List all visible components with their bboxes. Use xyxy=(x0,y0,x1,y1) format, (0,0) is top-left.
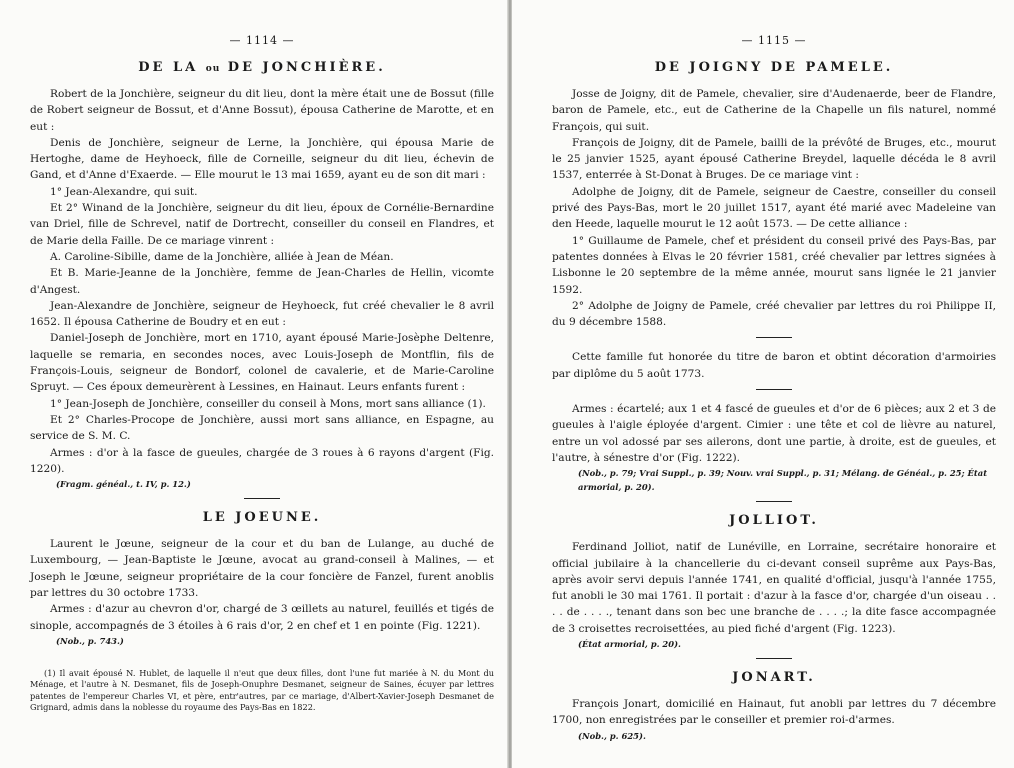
divider xyxy=(756,389,792,390)
paragraph: Et 2° Charles-Procope de Jonchière, aussi mort sans alliance, en Espagne, au service de S. M. C. xyxy=(30,413,494,443)
reference: (Nob., p. 79; Vrai Suppl., p. 39; Nouv. vrai Suppl., p. 31; Mélang. de Généal., p. 25; État armorial, p. 20). xyxy=(578,468,988,493)
footnote: (1) Il avait épousé N. Hublet, de laquelle il n'eut que deux filles, dont l'une fut mariée à N. du Mont du Ménage, et l'autre à N. Desmanet, fils de Joseph-Onuphre Desmanet, seigneur de Saines, écuyer par lettres patentes de l'empereur Charles VI, et père, entr'autres, par ce mariage, d'Albert-Xavier-Joseph Desmanet de Grignard, admis dans la noblesse du royaume des Pays-Bas en 1822. xyxy=(30,667,494,713)
paragraph: Daniel-Joseph de Jonchière, mort en 1710, ayant épousé Marie-Josèphe Deltenre, laquelle se remaria, en secondes noces, avec Louis-Joseph de Montflin, fils de François-Louis, seigneur de Bondorf, colonel de cavalerie, et de Marie-Caroline Spruyt. — Ces époux demeurèrent à Lessines, en Hainaut. Leurs enfants furent : xyxy=(30,332,494,394)
title-part-a: DE LA xyxy=(138,60,199,75)
divider xyxy=(756,337,792,338)
page-number-right: — 1115 — xyxy=(741,34,807,47)
section-title-jolliot: JOLLIOT. xyxy=(729,513,819,529)
paragraph: Ferdinand Jolliot, natif de Lunéville, en Lorraine, secrétaire honoraire et official jubilaire à la chancellerie du ci-devant conseil suprême aux Pays-Bas, après avoir servi depuis l'année 1741, en qualité d'official, jusqu'à l'année 1755, fut anobli le 30 mai 1761. Il portait : d'azur à la fasce d'or, chargée d'un oiseau . . . . de . . . ., tenant dans son bec une branche de . . . .; la dite fasce accompagnée de 3 croisettes recroisettées, au pied fiché d'argent (Fig. 1223). xyxy=(552,541,996,635)
reference: (Nob., p. 743.) xyxy=(56,635,124,646)
paragraph: Cette famille fut honorée du titre de baron et obtint décoration d'armoiries par diplôme du 5 août 1773. xyxy=(552,351,996,380)
arms-paragraph: Armes : d'azur au chevron d'or, chargé de 3 œillets au naturel, feuillés et tigés de sinople, accompagnés de 3 étoiles à 6 rais d'or, 2 en chef et 1 en pointe (Fig. 1221). xyxy=(30,603,494,632)
paragraph: 1° Jean-Joseph de Jonchière, conseiller du conseil à Mons, mort sans alliance (1). xyxy=(50,397,486,410)
section-title-jonart: JONART. xyxy=(732,670,816,686)
paragraph: Adolphe de Joigny, dit de Pamele, seigneur de Caestre, conseiller du conseil privé des Pays-Bas, mort le 20 juillet 1517, ayant été marié avec Madeleine van den Heede, laquelle mourut le 12 août 1573. — De cette alliance : xyxy=(552,185,996,231)
paragraph: 1° Guillaume de Pamele, chef et président du conseil privé des Pays-Bas, par patentes données à Elvas le 20 février 1581, créé chevalier par lettres signées à Lisbonne le 20 septembre de la même année, mourut sans lignée le 21 janvier 1592. xyxy=(552,234,996,296)
paragraph: Josse de Joigny, dit de Pamele, chevalier, sire d'Audenaerde, beer de Flandre, baron de Pamele, etc., eut de Catherine de la Chapelle un fils naturel, nommé François, qui suit. xyxy=(552,88,996,133)
paragraph: Et B. Marie-Jeanne de la Jonchière, femme de Jean-Charles de Hellin, vicomte d'Angest. xyxy=(30,267,494,296)
divider xyxy=(244,498,280,499)
divider xyxy=(756,658,792,659)
paragraph: Denis de Jonchière, seigneur de Lerne, la Jonchière, qui épousa Marie de Hertoghe, dame de Heyhoeck, fille de Corneille, seigneur du dit lieu, échevin de Gand, et d'Anne d'Exaerde. — Elle mourut le 13 mai 1659, ayant eu de son dit mari : xyxy=(30,136,494,182)
section-title-jonchiere xyxy=(30,60,494,75)
paragraph: François de Joigny, dit de Pamele, bailli de la prévôté de Bruges, etc., mourut le 25 janvier 1525, ayant épousé Catherine Breydel, laquelle décéda le 8 avril 1537, enterrée à St-Donat à Bruges. De ce mariage vint : xyxy=(552,136,996,182)
section-title-joigny-de-pamele: DE JOIGNY DE PAMELE. xyxy=(654,60,894,75)
paragraph: 2° Adolphe de Joigny de Pamele, créé chevalier par lettres du roi Philippe II, du 9 décembre 1588. xyxy=(552,299,996,329)
section-title-le-joeune: LE JOEUNE. xyxy=(202,510,322,526)
title-part-ou: ou xyxy=(205,64,221,74)
reference: (Fragm. généal., t. IV, p. 12.) xyxy=(56,479,191,490)
paragraph: A. Caroline-Sibille, dame de la Jonchière, alliée à Jean de Méan. xyxy=(50,250,394,263)
page-number-left: — 1114 — xyxy=(229,34,295,47)
reference: (État armorial, p. 20). xyxy=(578,639,681,650)
paragraph: Et 2° Winand de la Jonchière, seigneur du dit lieu, époux de Cornélie-Bernardine van Driel, fille de Schrevel, natif de Dortrecht, conseiller du conseil en Flandres, et de Marie della Faille. De ce mariage vinrent : xyxy=(30,202,494,247)
paragraph: Laurent le Jœune, seigneur de la cour et du ban de Lulange, au duché de Luxembourg, — Jean-Baptiste le Jœune, avocat au grand-conseil à Malines, — et Joseph le Jœune, seigneur propriétaire de la cour foncière de Fanzel, furent anoblis par lettres du 30 octobre 1733. xyxy=(30,538,494,600)
arms-paragraph: Armes : écartelé; aux 1 et 4 fascé de gueules et d'or de 6 pièces; aux 2 et 3 de gueules à l'aigle éployée d'argent. Cimier : une tête et col de lièvre au naturel, entre un vol adossé par ses ailerons, dont une partie, à droite, est de gueules, et l'autre, à sénestre d'or (Fig. 1222). xyxy=(552,403,996,464)
right-page xyxy=(512,0,1014,768)
paragraph: 1° Jean-Alexandre, qui suit. xyxy=(50,185,198,198)
arms-paragraph: Armes : d'or à la fasce de gueules, chargée de 3 roues à 6 rayons d'argent (Fig. 1220). xyxy=(30,446,494,475)
paragraph: François Jonart, domicilié en Hainaut, fut anobli par lettres du 7 décembre 1700, non enregistrées par le conseiller et premier roi-d'armes. xyxy=(552,698,996,727)
paragraph: Jean-Alexandre de Jonchière, seigneur de Heyhoeck, fut créé chevalier le 8 avril 1652. Il épousa Catherine de Boudry et en eut : xyxy=(30,299,494,329)
paragraph: Robert de la Jonchière, seigneur du dit lieu, dont la mère était une de Bossut (fille de Robert seigneur de Bossut, et d'Anne Bossut), épousa Catherine de Marotte, et en eut : xyxy=(30,88,494,133)
reference: (Nob., p. 625). xyxy=(578,730,646,741)
divider xyxy=(756,501,792,502)
title-part-b: DE JONCHIÈRE. xyxy=(227,60,386,75)
